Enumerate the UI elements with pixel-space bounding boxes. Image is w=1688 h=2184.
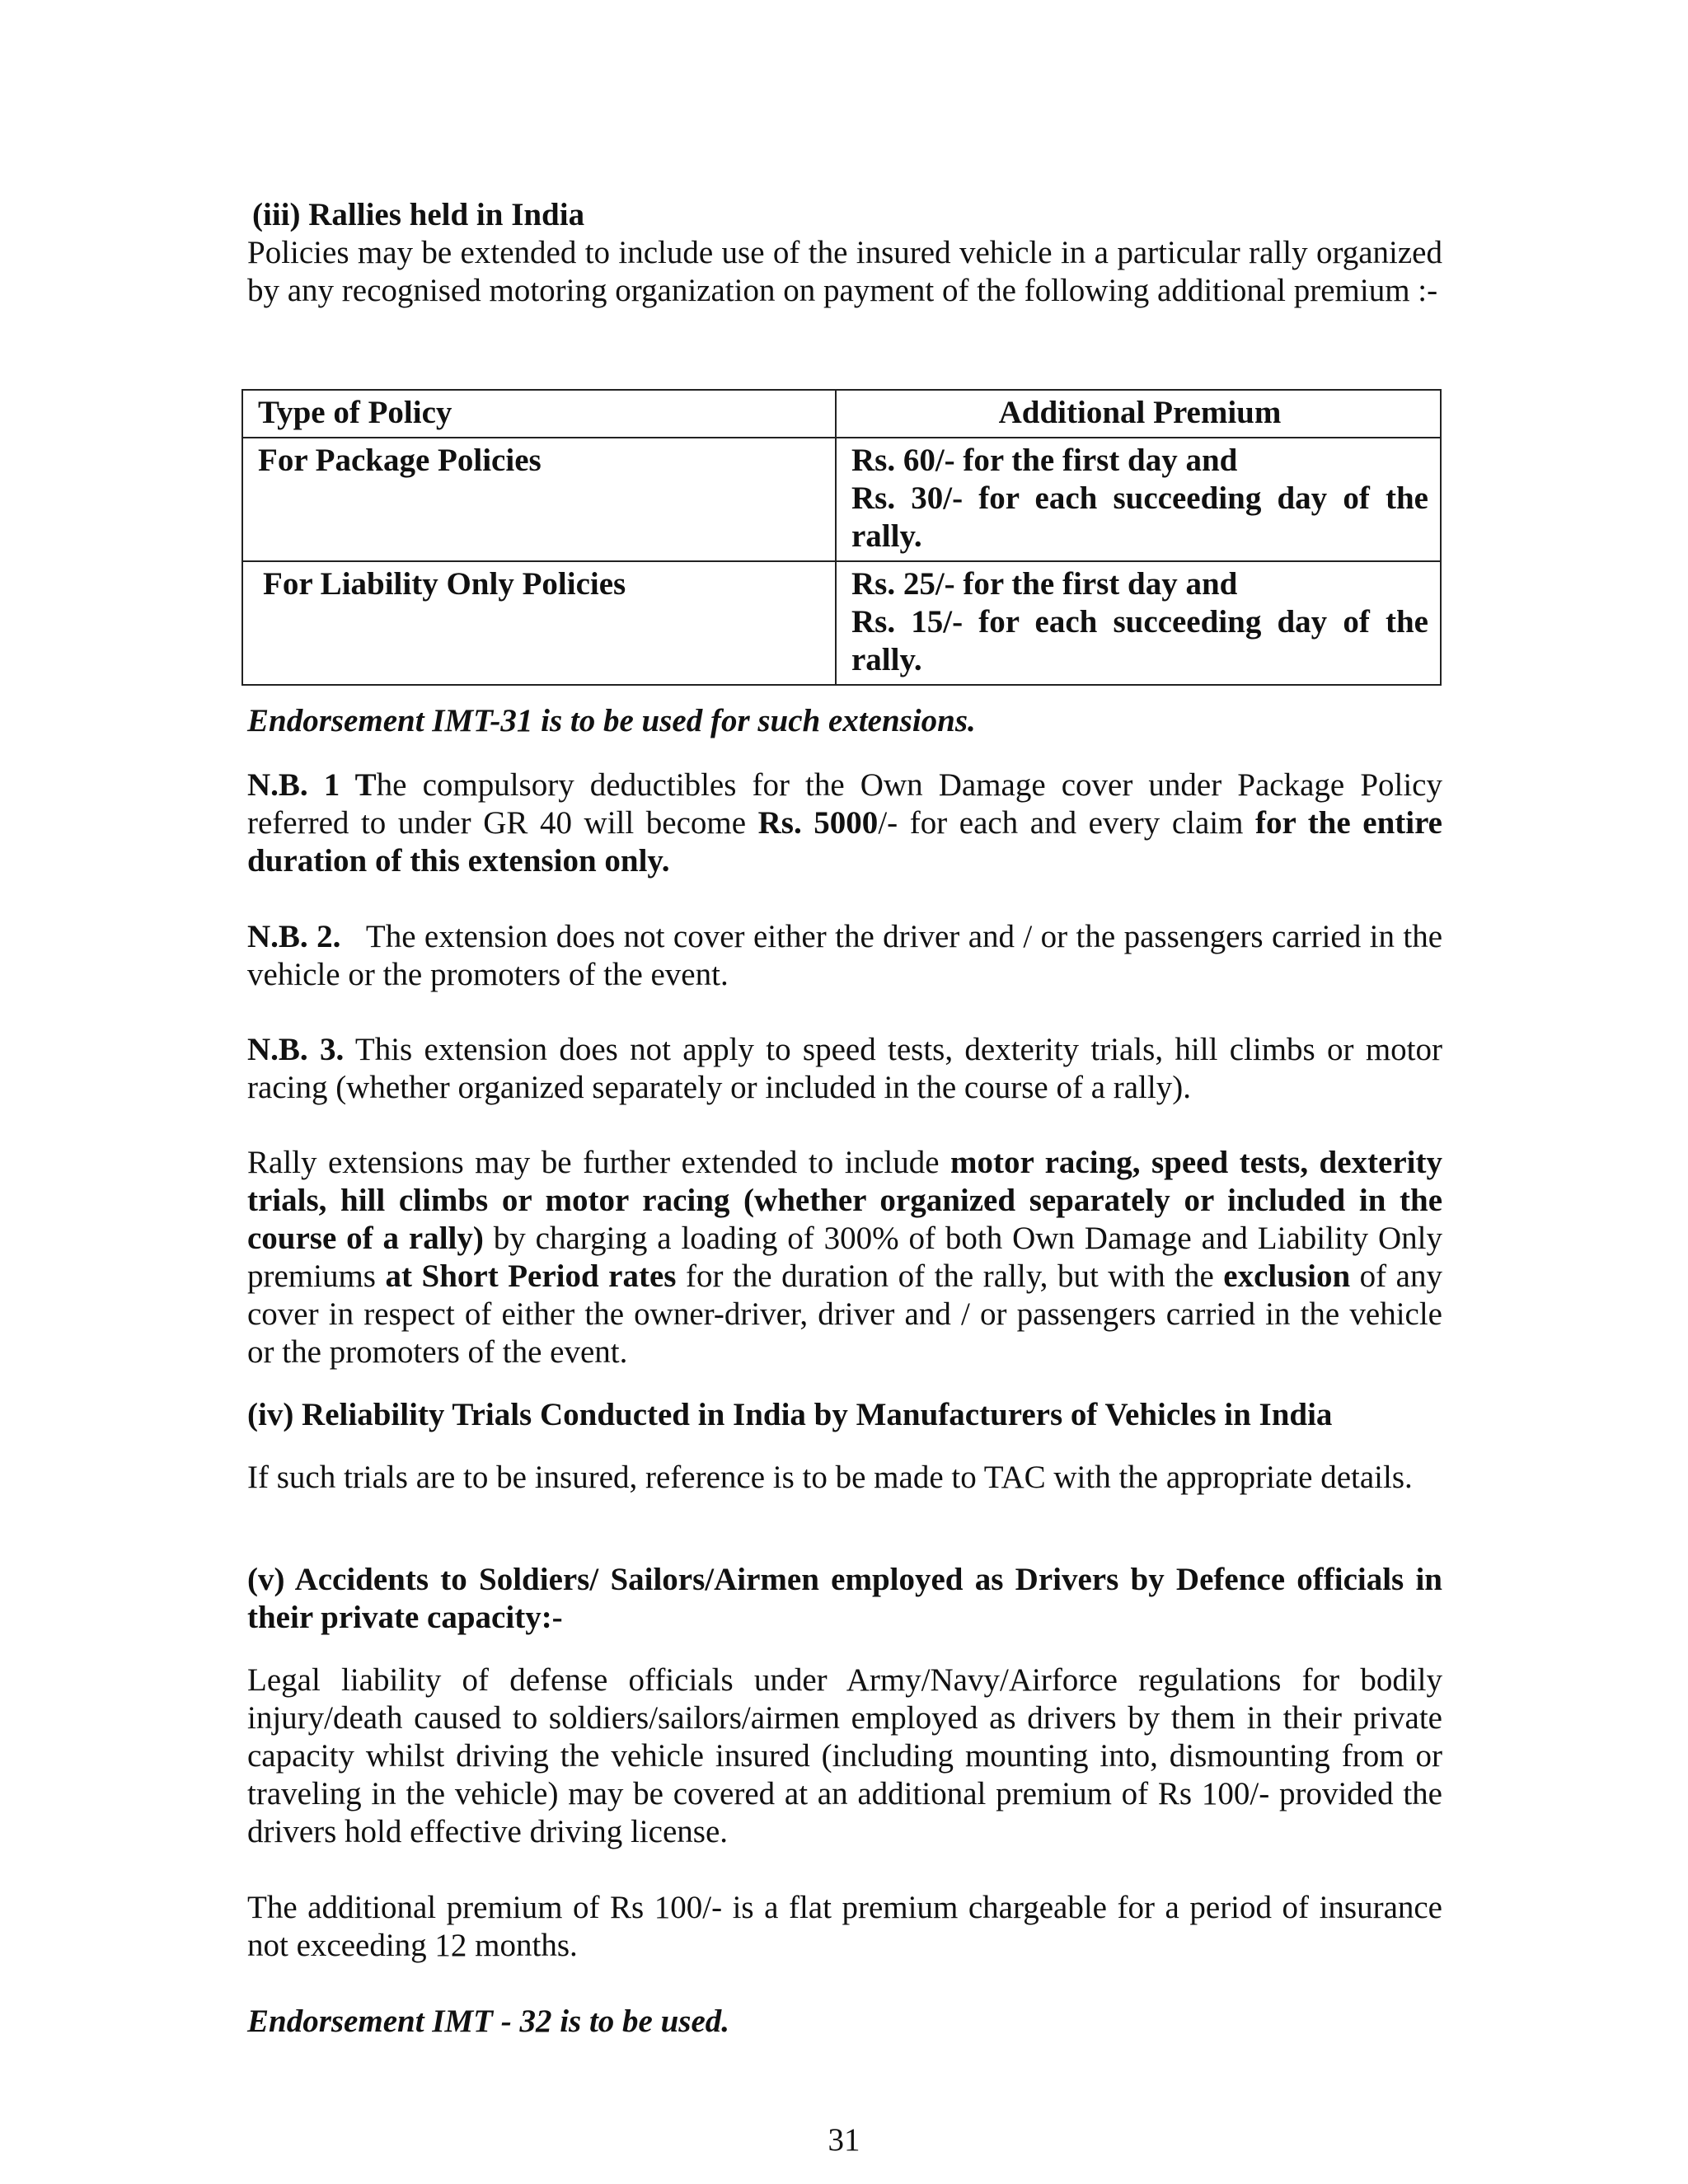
table-cell-premium [836, 561, 1441, 685]
nb1-text-a: he compulsory deductibles for the Own Damage cover under Package Policy referred to under GR 40 will become [247, 767, 1442, 841]
section-v-para1: Legal liability of defense officials under Army/Navy/Airforce regulations for bodily injury/death caused to soldiers/sailors/airmen employed as drivers by them in their private capacity whilst driving the vehicle insured (including mounting into, dismounting from or traveling in the vehicle) may be covered at an additional premium of Rs 100/- provided the drivers hold effective driving license. [247, 1662, 1442, 1849]
nb3-text [247, 1031, 1442, 1107]
rally-bold-a: motor racing, speed tests, dexterity trials, hill climbs or motor racing (whether organized separately or included in the course of a rally) [247, 1145, 1442, 1256]
nb1-text [247, 766, 1442, 880]
premium-line-1: Rs. 60/- for the first day and [851, 443, 1238, 478]
rally-bold-b: at Short Period rates [385, 1258, 677, 1294]
section-iii-intro: Policies may be extended to include use of the insured vehicle in a particular rally organized by any recognised motoring organization on payment of the following additional premium :- [247, 235, 1442, 308]
premium-line-1: Rs. 25/- for the first day and [851, 566, 1238, 602]
section-v-para2-block [247, 1889, 1442, 1965]
section-v-para1-block [247, 1661, 1442, 1851]
table-cell-type [242, 561, 836, 685]
endorsement-31: Endorsement IMT-31 is to be used for such extensions. [247, 703, 976, 738]
rally-text-b: by charging a loading of 300% of both Own Damage and Liability Only premiums [247, 1221, 1442, 1294]
table-header-row [242, 390, 1441, 438]
rally-extension-block [247, 1144, 1442, 1371]
table-cell-type-text: For Liability Only Policies [263, 566, 626, 602]
nb1-text-c: for the entire duration of this extension only. [247, 805, 1442, 879]
table-header-premium: Additional Premium [836, 390, 1441, 438]
premium-table [241, 389, 1442, 686]
nb3-label: N.B. 3. [247, 1032, 345, 1067]
endorsement-31-block [247, 702, 1442, 740]
endorsement-32: Endorsement IMT - 32 is to be used. [247, 2004, 730, 2039]
premium-line-2: Rs. 15/- for each succeeding day of the rally. [851, 604, 1428, 677]
nb2-text [247, 918, 1442, 994]
nb2-block [247, 918, 1442, 994]
table-cell-type-text: For Package Policies [258, 443, 542, 478]
section-iv-heading: (iv) Reliability Trials Conducted in India by Manufacturers of Vehicles in India [247, 1397, 1333, 1432]
section-iii-heading: (iii) Rallies held in India [252, 197, 585, 232]
rally-extension-text [247, 1144, 1442, 1371]
section-v-para2: The additional premium of Rs 100/- is a flat premium chargeable for a period of insurance not exceeding 12 months. [247, 1890, 1442, 1963]
endorsement-32-block [247, 2003, 1442, 2041]
nb2-label: N.B. 2. [247, 919, 341, 954]
table-row [242, 561, 1441, 685]
table-row [242, 438, 1441, 561]
page-number: 31 [828, 2122, 860, 2158]
nb1-label: N.B. 1 T [247, 767, 377, 803]
table-cell-type [242, 438, 836, 561]
table-cell-premium [836, 438, 1441, 561]
premium-line-2: Rs. 30/- for each succeeding day of the rally. [851, 480, 1428, 554]
section-iv [247, 1396, 1442, 1434]
section-iv-body [247, 1459, 1442, 1497]
nb1-block [247, 766, 1442, 880]
nb3-block [247, 1031, 1442, 1107]
rally-text-a: Rally extensions may be further extended to include [247, 1145, 951, 1180]
section-iii [247, 196, 1442, 310]
nb2-body: The extension does not cover either the driver and / or the passengers carried in the vehicle or the promoters of the event. [247, 919, 1443, 992]
section-iv-text: If such trials are to be insured, reference is to be made to TAC with the appropriate details. [247, 1460, 1413, 1495]
rally-text-d: of any cover in respect of either the owner-driver, driver and / or passengers carried in the vehicle or the promoters of the event. [247, 1258, 1442, 1370]
nb3-body: This extension does not apply to speed tests, dexterity trials, hill climbs or motor racing (whether organized separately or included in the course of a rally). [247, 1032, 1442, 1105]
table-header-type: Type of Policy [242, 390, 836, 438]
section-v-heading: (v) Accidents to Soldiers/ Sailors/Airmen employed as Drivers by Defence officials in their private capacity:- [247, 1562, 1442, 1635]
section-v [247, 1561, 1442, 1637]
rally-text-c: for the duration of the rally, but with the [676, 1258, 1224, 1294]
nb1-text-b: /- for each and every claim [878, 805, 1256, 841]
nb1-amount: Rs. 5000 [757, 805, 879, 841]
rally-bold-c: exclusion [1223, 1258, 1351, 1294]
